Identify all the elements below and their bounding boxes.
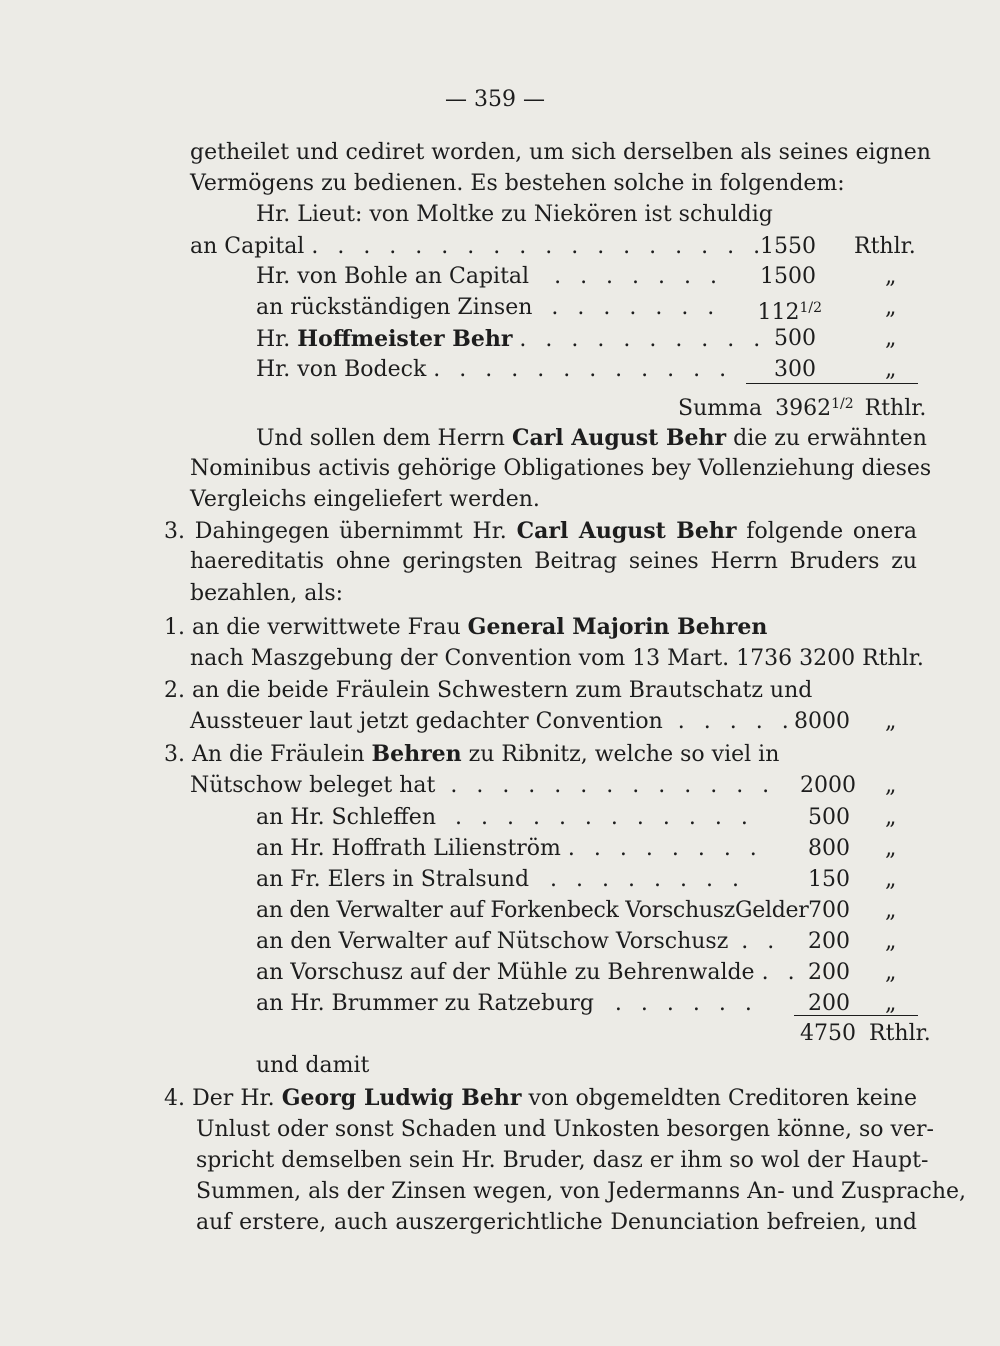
debt-amount: 8000 (794, 709, 850, 734)
text-line (256, 424, 927, 453)
debt-label: Hr. von Bohle an Capital (256, 264, 530, 289)
text-line: nach Maszgebung der Convention vom 13 Mart. 1736 3200 Rthlr. (190, 646, 924, 671)
text-line (164, 740, 779, 769)
debt-row (256, 356, 732, 384)
leader-dots: . . . . . . . . . . (519, 327, 767, 352)
text-line (164, 517, 917, 546)
debt-unit: „ (885, 357, 897, 382)
debt-unit: „ (885, 836, 897, 861)
debt-row (256, 959, 801, 987)
debt-unit: „ (885, 805, 897, 830)
leader-dots: . . . . . . . . . . . . . . . . . . (311, 234, 767, 259)
debt-unit: Rthlr. (854, 234, 916, 259)
leader-dots: . . . . . . . . . . . . . (450, 773, 776, 798)
total-row (800, 1020, 931, 1048)
debt-unit: „ (885, 326, 897, 351)
text-line: und damit (256, 1053, 370, 1078)
summa-label: Summa (678, 396, 763, 421)
debt-label: Nütschow beleget hat (190, 773, 436, 798)
debt-amount: 500 (774, 326, 816, 351)
text-line: auf erstere, auch auszergerichtliche Denunciation befreien, und (196, 1210, 917, 1235)
debt-row (256, 804, 754, 832)
debt-amount (730, 294, 822, 327)
text-line: Vergleichs eingeliefert werden. (190, 487, 540, 512)
leader-dots: . . . . . . . (551, 295, 721, 320)
text-span: 3. Dahingegen übernimmt Hr. (164, 519, 517, 544)
text-line: Hr. Lieut: von Moltke zu Niekören ist schuldig (256, 202, 773, 227)
debt-amount: 200 (808, 960, 850, 985)
debt-amount: 1500 (760, 264, 816, 289)
text-span: folgende onera (736, 519, 917, 544)
text-line: Vermögens zu bedienen. Es bestehen solche in folgendem: (190, 171, 845, 196)
leader-dots: . . . . . (677, 709, 795, 734)
page-number: — 359 — (445, 87, 545, 112)
debt-amount: 500 (808, 805, 850, 830)
debt-label: an Fr. Elers in Stralsund (256, 867, 530, 892)
debt-amount: 2000 (800, 773, 856, 798)
summa-integer: 3962 (775, 396, 832, 421)
debt-row (256, 325, 766, 354)
debt-row (256, 263, 723, 291)
text-span: die zu erwähnten (726, 426, 927, 451)
name-bold: Carl August Behr (516, 518, 737, 544)
amount-fraction: 1/2 (799, 300, 822, 316)
text-span: zu Ribnitz, welche so viel in (461, 742, 780, 767)
debt-row (190, 708, 795, 736)
debt-label-bold: Hoffmeister Behr (297, 326, 513, 352)
debt-row (256, 928, 780, 956)
text-line: spricht demselben sein Hr. Bruder, dasz er ihm so wol der Haupt- (196, 1148, 929, 1173)
debt-unit: „ (885, 709, 897, 734)
leader-dots: . . . . . . . . (550, 867, 745, 892)
debt-label: an den Verwalter auf Forkenbeck VorschuszGelder (256, 898, 809, 923)
debt-amount: 200 (808, 991, 850, 1016)
debt-amount: 200 (808, 929, 850, 954)
debt-label: an Hr. Hoffrath Lilienström (256, 836, 561, 861)
debt-unit: „ (885, 264, 897, 289)
debt-unit: „ (885, 929, 897, 954)
text-line: haereditatis ohne geringsten Beitrag seines Herrn Bruders zu (190, 549, 917, 574)
leader-dots: . . (761, 960, 801, 985)
debt-row (190, 233, 766, 261)
debt-label: Aussteuer laut jetzt gedachter Convention (190, 709, 663, 734)
debt-row (256, 866, 745, 894)
summa-unit: Rthlr. (864, 396, 927, 421)
text-line (164, 613, 767, 642)
summa-row (678, 390, 926, 423)
name-bold: Behren (371, 741, 462, 767)
debt-label: Hr. (256, 327, 298, 352)
debt-amount: 1550 (760, 234, 816, 259)
name-bold: General Majorin Behren (467, 614, 768, 640)
sum-rule (794, 1015, 918, 1016)
leader-dots: . . (741, 929, 781, 954)
debt-unit: „ (885, 991, 897, 1016)
debt-unit: „ (885, 960, 897, 985)
text-span: von obgemeldten Creditoren keine (521, 1086, 917, 1111)
name-bold: Carl August Behr (511, 425, 727, 451)
debt-label: Hr. von Bodeck (256, 357, 427, 382)
debt-row (256, 897, 808, 925)
total-unit: Rthlr. (869, 1021, 931, 1046)
debt-label: an rückständigen Zinsen (256, 295, 533, 320)
debt-label: an Vorschusz auf der Mühle zu Behrenwalde (256, 960, 755, 985)
debt-unit: „ (885, 295, 897, 320)
text-span: Und sollen dem Herrn (256, 426, 512, 451)
text-span: 4. Der Hr. (164, 1086, 282, 1111)
leader-dots: . . . . . . . (554, 264, 723, 289)
text-line (164, 1084, 917, 1113)
text-line: bezahlen, als: (190, 581, 344, 606)
debt-amount: 700 (808, 898, 850, 923)
debt-unit: „ (885, 773, 897, 798)
text-line: getheilet und cediret worden, um sich derselben als seines eignen (190, 140, 931, 165)
summa-fraction: 1/2 (831, 396, 854, 412)
leader-dots: . . . . . . . . . . . . (433, 357, 733, 382)
total-amount: 4750 (800, 1021, 856, 1046)
name-bold: Georg Ludwig Behr (281, 1085, 522, 1111)
text-line: Unlust oder sonst Schaden und Unkosten besorgen könne, so ver- (196, 1117, 934, 1142)
text-span: 1. an die verwittwete Frau (164, 615, 468, 640)
debt-row (256, 294, 720, 322)
sum-rule (746, 383, 918, 384)
amount-integer: 112 (757, 300, 800, 325)
text-line: Summen, als der Zinsen wegen, von Jedermanns An- und Zusprache, (196, 1179, 967, 1204)
leader-dots: . . . . . . . . . . . . (455, 805, 754, 830)
debt-label: an Capital (190, 234, 305, 259)
debt-label: an Hr. Brummer zu Ratzeburg (256, 991, 594, 1016)
debt-unit: „ (885, 867, 897, 892)
debt-row (190, 772, 775, 800)
debt-label: an Hr. Schleffen (256, 805, 436, 830)
leader-dots: . . . . . . . . (567, 836, 763, 861)
text-line: Nominibus activis gehörige Obligationes bey Vollenziehung dieses (190, 456, 932, 481)
debt-amount: 150 (808, 867, 850, 892)
text-line: 2. an die beide Fräulein Schwestern zum Brautschatz und (164, 678, 813, 703)
debt-amount: 300 (774, 357, 816, 382)
leader-dots: . . . . . . (614, 991, 758, 1016)
debt-label: an den Verwalter auf Nütschow Vorschusz (256, 929, 729, 954)
debt-row (256, 990, 758, 1018)
text-span: 3. An die Fräulein (164, 742, 372, 767)
debt-unit: „ (885, 898, 897, 923)
debt-row (256, 835, 763, 863)
debt-amount: 800 (808, 836, 850, 861)
